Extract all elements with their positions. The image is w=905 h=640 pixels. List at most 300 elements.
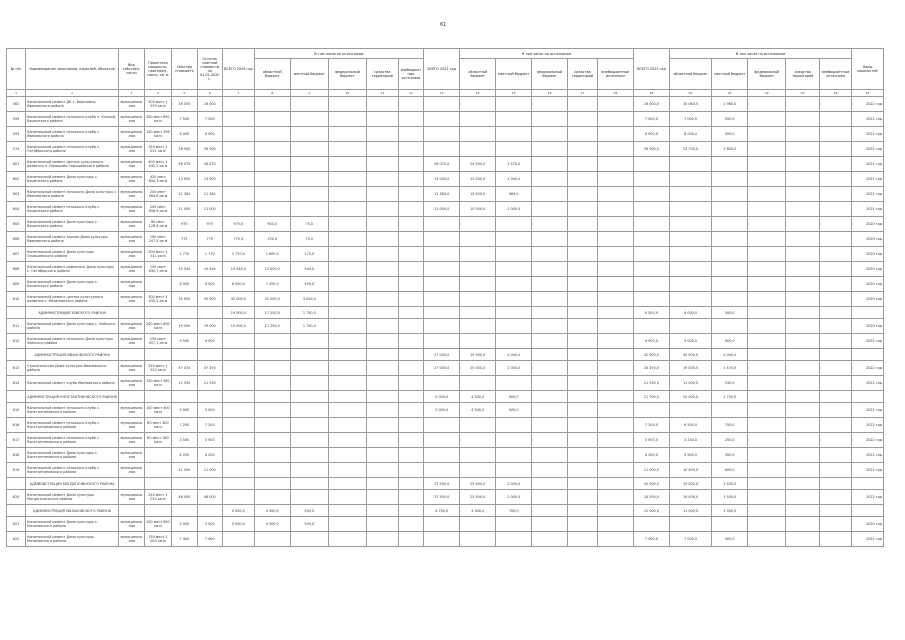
cell-type: муниципаль-ная	[119, 262, 144, 277]
cell-f20	[328, 97, 366, 112]
cell-no: 615	[7, 403, 26, 418]
cell-t20	[222, 361, 254, 376]
cell-name: Капитальный ремонт сельского клуба с. Константиновского района	[26, 463, 119, 478]
cell-t21: 5 000,0	[424, 391, 460, 403]
cell-f20	[328, 172, 366, 187]
cell-l20: 1 750,0	[290, 319, 328, 334]
cell-t21: 27 500,0	[424, 478, 460, 490]
cell-tf20	[366, 292, 398, 307]
cell-f22	[748, 433, 786, 448]
column-number: 17	[568, 90, 598, 97]
cell-est: 47 470	[172, 361, 197, 376]
cell-name: Капитальный ремонт сельского клуба с. Константиновского района	[26, 418, 119, 433]
cell-r20: 4 500,0	[254, 505, 290, 517]
cell-ob21	[597, 202, 633, 217]
cell-r21: 25 000,0	[460, 361, 496, 376]
cell-ob20	[398, 463, 423, 478]
cell-est: 16 000	[172, 97, 197, 112]
cell-l20: 550,0	[290, 277, 328, 292]
cell-t21	[424, 247, 460, 262]
table-row	[7, 418, 884, 433]
cell-cap: 150 мест 1 000 кв.м	[144, 532, 172, 547]
cell-tf21	[568, 187, 598, 202]
cell-ob20	[398, 202, 423, 217]
cell-l20	[290, 361, 328, 376]
cell-t21	[424, 262, 460, 277]
cell-name: Капитальный ремонт Центра культурного развития п. Серышево Серышевского района	[26, 157, 119, 172]
cell-ob20	[398, 334, 423, 349]
cell-r22: 19 000,0	[669, 478, 711, 490]
cell-rem: 8 000	[197, 277, 222, 292]
cell-r20	[254, 334, 290, 349]
cell-l20	[290, 127, 328, 142]
cell-no: 612	[7, 334, 26, 349]
cell-l20: 170,0	[290, 247, 328, 262]
cell-f21	[532, 232, 568, 247]
cell-cap: 420 мест 800,3 кв.м	[144, 172, 172, 187]
cell-end: 2022 год	[852, 448, 884, 463]
cell-rem: 1 770	[197, 247, 222, 262]
cell-r21	[460, 127, 496, 142]
cell-f20	[328, 361, 366, 376]
cell-tf22	[786, 490, 820, 505]
cell-tf21	[568, 172, 598, 187]
cell-f21	[532, 349, 568, 361]
cell-tf21	[568, 247, 598, 262]
cell-ob21	[597, 247, 633, 262]
table-row	[7, 247, 884, 262]
header-2020-local: местный бюджет	[290, 59, 328, 90]
cell-no: 605	[7, 217, 26, 232]
cell-r21	[460, 517, 496, 532]
cell-est: 8 000	[172, 127, 197, 142]
cell-l20: 544,0	[290, 262, 328, 277]
cell-tf20	[366, 112, 398, 127]
cell-type: муниципаль-ная	[119, 172, 144, 187]
table-row	[7, 97, 884, 112]
cell-name: Капитальный ремонт ДК с. Березовка, Ивановского района	[26, 97, 119, 112]
cell-cap: 60 мест 300 кв.м	[144, 418, 172, 433]
cell-no: 622	[7, 532, 26, 547]
cell-end: 2022 год	[852, 334, 884, 349]
cell-tf20	[366, 202, 398, 217]
cell-type: муниципаль-ная	[119, 418, 144, 433]
cell-ob22	[820, 319, 852, 334]
cell-f22	[748, 187, 786, 202]
cell-rem: 26 500	[197, 142, 222, 157]
cell-cap: 200 мест 800 кв.м	[144, 319, 172, 334]
cell-est	[172, 391, 197, 403]
cell-t21: 27 000,0	[424, 361, 460, 376]
cell-ob22	[820, 505, 852, 517]
cell-t20	[222, 532, 254, 547]
cell-r20: 32 000,0	[254, 292, 290, 307]
column-number: 20	[669, 90, 711, 97]
cell-tf20	[366, 517, 398, 532]
cell-f20	[328, 478, 366, 490]
cell-l21: 2 000,0	[496, 361, 532, 376]
cell-t20: 775,0	[222, 232, 254, 247]
cell-f21	[532, 112, 568, 127]
cell-r21	[460, 448, 496, 463]
header-2022-territory: средства территорий	[786, 59, 820, 90]
cell-f20	[328, 202, 366, 217]
cell-l22: 1 500,0	[712, 490, 748, 505]
table-row	[7, 433, 884, 448]
table-row	[7, 448, 884, 463]
cell-f21	[532, 97, 568, 112]
cell-ob22	[820, 334, 852, 349]
cell-t22	[633, 403, 669, 418]
cell-l21	[496, 334, 532, 349]
cell-t22	[633, 157, 669, 172]
header-capacity: Проектная мощность, протяжен-ность, кв. м	[144, 49, 172, 90]
cell-f22	[748, 532, 786, 547]
table-row	[7, 202, 884, 217]
cell-r22	[669, 277, 711, 292]
cell-f21	[532, 403, 568, 418]
cell-tf21	[568, 376, 598, 391]
cell-l22: 530,0	[712, 376, 748, 391]
cell-end: 2022 год	[852, 361, 884, 376]
cell-tf21	[568, 157, 598, 172]
cell-tf20	[366, 319, 398, 334]
cell-t22: 7 200,0	[633, 418, 669, 433]
cell-tf22	[786, 127, 820, 142]
cell-tf21	[568, 232, 598, 247]
cell-f22	[748, 376, 786, 391]
cell-f22	[748, 142, 786, 157]
cell-f21	[532, 505, 568, 517]
cell-l22: 300,0	[712, 448, 748, 463]
cell-type: муниципаль-ная	[119, 277, 144, 292]
cell-ob21	[597, 403, 633, 418]
cell-t20	[222, 448, 254, 463]
cell-tf20	[366, 262, 398, 277]
cell-ob22	[820, 403, 852, 418]
cell-r22: 7 000,0	[669, 532, 711, 547]
cell-l22: 1 000,0	[712, 505, 748, 517]
cell-no: 593	[7, 127, 26, 142]
cell-rem: 775	[197, 232, 222, 247]
cell-est: 1 770	[172, 247, 197, 262]
cell-tf21	[568, 517, 598, 532]
cell-t21	[424, 217, 460, 232]
cell-tf20	[366, 277, 398, 292]
header-2021-federal: федеральный бюджет	[532, 59, 568, 90]
cell-end: 2022 год	[852, 376, 884, 391]
cell-t21: 11 384,0	[424, 187, 460, 202]
header-2020-offbudget: внебюджетные источники	[398, 59, 423, 90]
cell-ob20	[398, 391, 423, 403]
cell-f22	[748, 172, 786, 187]
cell-r21	[460, 418, 496, 433]
cell-end: 2022 год	[852, 433, 884, 448]
cell-ob21	[597, 307, 633, 319]
cell-f22	[748, 478, 786, 490]
header-no: № п/п	[7, 49, 26, 90]
cell-r20: 17 250,0	[254, 307, 290, 319]
cell-ob22	[820, 478, 852, 490]
cell-t21	[424, 232, 460, 247]
header-2021-local: местный бюджет	[496, 59, 532, 90]
cell-tf20	[366, 433, 398, 448]
cell-t20	[222, 490, 254, 505]
cell-l20	[290, 478, 328, 490]
cell-ob20	[398, 448, 423, 463]
cell-end: 2021 год	[852, 157, 884, 172]
cell-t21: 27 000,0	[424, 349, 460, 361]
cell-f21	[532, 376, 568, 391]
cell-cap	[144, 391, 172, 403]
cell-tf22	[786, 361, 820, 376]
cell-f22	[748, 157, 786, 172]
cell-f21	[532, 172, 568, 187]
cell-f21	[532, 262, 568, 277]
cell-tf21	[568, 361, 598, 376]
cell-name: Капитальный ремонт сельского клуба с. Ивановского района	[26, 127, 119, 142]
cell-tf22	[786, 142, 820, 157]
cell-l21	[496, 433, 532, 448]
cell-ob22	[820, 532, 852, 547]
cell-end	[852, 307, 884, 319]
cell-l21	[496, 112, 532, 127]
column-number: 25	[852, 90, 884, 97]
cell-l21	[496, 532, 532, 547]
cell-r21: 4 000,0	[460, 505, 496, 517]
cell-rem: 11 530	[197, 376, 222, 391]
cell-tf20	[366, 97, 398, 112]
cell-rem: 19 000	[197, 319, 222, 334]
cell-t20: 1 770,0	[222, 247, 254, 262]
cell-cap	[144, 277, 172, 292]
cell-f21	[532, 157, 568, 172]
cell-r20	[254, 127, 290, 142]
cell-rem	[197, 391, 222, 403]
cell-l22: 500,0	[712, 112, 748, 127]
cell-tf21	[568, 142, 598, 157]
cell-t20	[222, 403, 254, 418]
cell-ob20	[398, 361, 423, 376]
cell-f20	[328, 403, 366, 418]
cell-est	[172, 478, 197, 490]
cell-ob20	[398, 142, 423, 157]
cell-rem: 3 500	[197, 433, 222, 448]
cell-est: 26 500	[172, 142, 197, 157]
table-row	[7, 292, 884, 307]
cell-r20: 900,0	[254, 217, 290, 232]
cell-t22	[633, 319, 669, 334]
cell-est: 775	[172, 232, 197, 247]
cell-r21	[460, 112, 496, 127]
cell-r21	[460, 532, 496, 547]
cell-no: 609	[7, 277, 26, 292]
cell-t20	[222, 127, 254, 142]
cell-f22	[748, 490, 786, 505]
cell-ob21	[597, 217, 633, 232]
cell-l21	[496, 517, 532, 532]
cell-l22	[712, 202, 748, 217]
cell-type	[119, 391, 144, 403]
cell-ob21	[597, 376, 633, 391]
cell-r22: 19 000,0	[669, 490, 711, 505]
table-row	[7, 376, 884, 391]
cell-no: 621	[7, 517, 26, 532]
cell-ob22	[820, 112, 852, 127]
cell-cap: 250 мест 1 012 кв.м	[144, 361, 172, 376]
cell-end	[852, 505, 884, 517]
cell-r22: 11 000,0	[669, 505, 711, 517]
cell-type: муниципаль-ная	[119, 517, 144, 532]
cell-r22: 20 000,0	[669, 391, 711, 403]
cell-l22: 2 000,0	[712, 349, 748, 361]
cell-tf22	[786, 292, 820, 307]
column-number: 10	[328, 90, 366, 97]
cell-ob22	[820, 97, 852, 112]
cell-no: 613	[7, 361, 26, 376]
cell-f22	[748, 463, 786, 478]
cell-tf22	[786, 277, 820, 292]
cell-type: муниципаль-ная	[119, 142, 144, 157]
cell-l20	[290, 157, 328, 172]
cell-f22	[748, 232, 786, 247]
cell-cap	[144, 349, 172, 361]
cell-l20	[290, 142, 328, 157]
cell-tf21	[568, 478, 598, 490]
cell-end: 2022 год	[852, 97, 884, 112]
cell-t20	[222, 334, 254, 349]
cell-ob21	[597, 478, 633, 490]
cell-t21	[424, 334, 460, 349]
cell-tf22	[786, 505, 820, 517]
table-row	[7, 112, 884, 127]
cell-l20	[290, 172, 328, 187]
cell-f20	[328, 532, 366, 547]
cell-l21	[496, 448, 532, 463]
cell-f20	[328, 142, 366, 157]
cell-rem	[197, 307, 222, 319]
cell-est: 11 384	[172, 187, 197, 202]
cell-tf22	[786, 97, 820, 112]
cell-r21	[460, 463, 496, 478]
cell-ob21	[597, 172, 633, 187]
cell-l21: 2 000,0	[496, 490, 532, 505]
cell-l21	[496, 292, 532, 307]
cell-ob22	[820, 127, 852, 142]
cell-name: Капитальный ремонт здания Дома культуры Ивановского района	[26, 232, 119, 247]
cell-tf21	[568, 505, 598, 517]
table-row	[7, 361, 884, 376]
subtotal-row	[7, 391, 884, 403]
cell-l21: 1 000,0	[496, 202, 532, 217]
cell-ob20	[398, 292, 423, 307]
cell-type: муниципаль-ная	[119, 361, 144, 376]
cell-t22: 7 500,0	[633, 112, 669, 127]
cell-r20	[254, 478, 290, 490]
cell-l22	[712, 319, 748, 334]
cell-tf21	[568, 403, 598, 418]
subtotal-row	[7, 349, 884, 361]
cell-r22	[669, 517, 711, 532]
cell-f22	[748, 349, 786, 361]
cell-l20	[290, 391, 328, 403]
cell-end: 2020 год	[852, 319, 884, 334]
cell-l21	[496, 142, 532, 157]
cell-t22: 11 530,0	[633, 376, 669, 391]
cell-r21	[460, 334, 496, 349]
cell-t20: 8 000,0	[222, 277, 254, 292]
header-group-2022: В том числе по источникам	[669, 49, 851, 59]
cell-est: 11 530	[172, 376, 197, 391]
cell-no: 610	[7, 292, 26, 307]
cell-l22: 1 500,0	[712, 478, 748, 490]
cell-cap	[144, 478, 172, 490]
cell-name: АДМИНИСТРАЦИЯ ЗЕЙСКОГО РАЙОНА	[26, 307, 119, 319]
cell-ob22	[820, 463, 852, 478]
cell-type: муниципаль-ная	[119, 403, 144, 418]
cell-l20	[290, 463, 328, 478]
cell-ob20	[398, 187, 423, 202]
cell-r20	[254, 157, 290, 172]
cell-t22: 16 000,0	[633, 97, 669, 112]
cell-r20	[254, 433, 290, 448]
table-row	[7, 319, 884, 334]
cell-type: муниципаль-ная	[119, 112, 144, 127]
cell-est: 48 000	[172, 490, 197, 505]
cell-type: муниципаль-ная	[119, 97, 144, 112]
cell-r22	[669, 232, 711, 247]
table-row	[7, 334, 884, 349]
cell-t20	[222, 202, 254, 217]
cell-r22: 6 500,0	[669, 418, 711, 433]
cell-ob22	[820, 217, 852, 232]
column-number: 9	[290, 90, 328, 97]
cell-cap: 60 мест 128,4 кв.м	[144, 217, 172, 232]
cell-t21: 26 070,0	[424, 157, 460, 172]
cell-f22	[748, 112, 786, 127]
cell-tf20	[366, 361, 398, 376]
cell-r21	[460, 97, 496, 112]
cell-l22	[712, 292, 748, 307]
cell-f21	[532, 217, 568, 232]
cell-r21	[460, 217, 496, 232]
column-number: 18	[597, 90, 633, 97]
cell-r21	[460, 142, 496, 157]
cell-end: 2021 год	[852, 403, 884, 418]
cell-t21: 4 700,0	[424, 505, 460, 517]
cell-tf22	[786, 418, 820, 433]
table-row	[7, 232, 884, 247]
header-total-2022: ВСЕГО 2022 год	[633, 49, 669, 90]
cell-tf22	[786, 202, 820, 217]
cell-rem: 48 000	[197, 490, 222, 505]
cell-f20	[328, 418, 366, 433]
cell-t21: 5 000,0	[424, 403, 460, 418]
cell-tf21	[568, 217, 598, 232]
cell-t20	[222, 391, 254, 403]
column-number: 24	[820, 90, 852, 97]
cell-f21	[532, 478, 568, 490]
header-name: Наименование заказчиков, отраслей, объектов	[26, 49, 119, 90]
cell-end: 2022 год	[852, 142, 884, 157]
cell-cap: 150 мест 396 кв.м	[144, 127, 172, 142]
cell-l22	[712, 232, 748, 247]
cell-t22	[633, 292, 669, 307]
cell-l21	[496, 277, 532, 292]
header-group-2021: В том числе по источникам	[460, 49, 634, 59]
cell-cap: 100 мест 400 кв.м	[144, 403, 172, 418]
header-type: Вид собствен-ности	[119, 49, 144, 90]
